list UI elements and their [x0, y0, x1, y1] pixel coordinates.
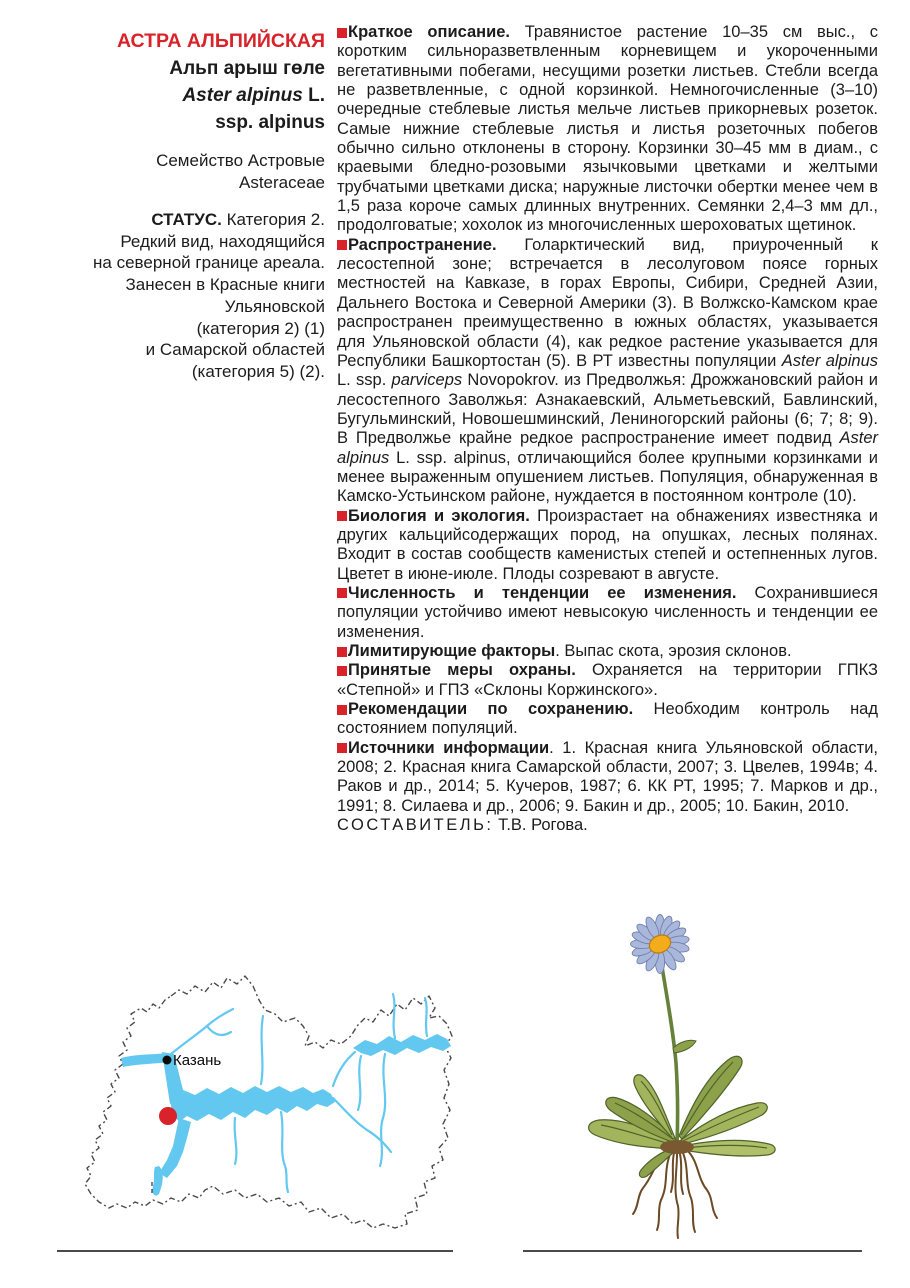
latin-author: L. [302, 85, 325, 106]
species-title-ru: АСТРА АЛЬПИЙСКАЯ [116, 30, 325, 52]
plant-illustration [565, 898, 895, 1246]
status-lines [40, 231, 325, 383]
plant-flower [631, 915, 690, 974]
status-line: и Самарской областей [145, 340, 325, 360]
species-latin-name [40, 82, 325, 109]
paragraph-text: Травянистое растение 10–35 см выс., с коротким сильноразветвленным корневищем и укороченными вегетативными побегами, несущими розетки листьев. Стебли всегда не разветвленные, с одной корзинкой. Немногочисленные (3–10) очередные стеблевые листья мельче листьев прикорневых розеток. Самые нижние стеблевые листья и листья розеточных побегов обычно сильно отклонены в сторону. Корзинки 30–45 мм в диам., с краевыми бледно-розовыми язычковыми цветками и желтыми трубчатыми цветками диска; наружные листочки обертки менее чем в 1,5 раза короче самых длинных внутренних. Семянки 2,4–3 мм дл., продолговатые; хохолок из многочисленных шероховатых щетинок. [337, 23, 878, 235]
paragraph-text: L. ssp. alpinus, отличающийся более крупными корзинками и менее выраженным опушением листьев. Популяция, обнаруженная в Камско-Устьинском районе, нуждается в постоянном контроле (10). [337, 448, 878, 506]
stem-leaf [673, 1040, 696, 1053]
paragraph-text: Голарктический вид, приуроченный к лесостепной зоне; встречается в лесолуговом поясе горных местностей на Кавказе, в горах Европы, Сибири, Средней Азии, Дальнего Востока и Северной Америки (3). В Волжско-Камском крае распространен преимущественно в южных областях, указывается для Ульяновской области (4), как редкое растение указывается для Республики Башкортостан (5). В РТ известны популяции [337, 235, 878, 370]
family-latin: Asteraceae [239, 172, 325, 192]
article-paragraph [337, 739, 878, 816]
status-block [40, 209, 325, 383]
composer-label: СОСТАВИТЕЛЬ: [337, 816, 494, 835]
paragraph-heading: Биология и экология. [348, 506, 530, 525]
family-russian: Семейство Астровые [156, 151, 325, 170]
article-paragraph [337, 584, 878, 642]
red-square-bullet [337, 705, 347, 715]
status-label: СТАТУС. [151, 210, 222, 229]
paragraph-text: Произрастает на обнажениях известняка и других кальцийсодержащих пород, на опушках, лесных полянах. Входит в состав сообществ каменистых степей и остепненных лугов. Цветет в июне-июле. Плоды созревают в августе. [337, 506, 878, 583]
red-square-bullet [337, 743, 347, 753]
status-line: Редкий вид, находящийся [120, 231, 325, 251]
paragraph-heading: Рекомендации по сохранению. [348, 700, 634, 719]
family-block [40, 150, 325, 193]
status-category: Категория 2. [221, 210, 325, 229]
aster-alpinus-drawing [565, 898, 895, 1246]
status-line: Занесен в Красные книги [125, 275, 325, 295]
paragraph-heading: Краткое описание. [348, 23, 511, 41]
paragraph-text: Сохранившиеся популяции устойчиво имеют невысокую численность и тенденции ее изменения. [337, 583, 878, 641]
latin-name: parviceps [391, 371, 463, 390]
tatarstan-map-svg [55, 952, 455, 1235]
red-square-bullet [337, 511, 347, 521]
plant-leaves [589, 1056, 776, 1177]
latin-name: Aster alpinus [781, 351, 878, 370]
population-record-dot [159, 1107, 177, 1125]
kazan-city-label: Казань [173, 1052, 222, 1069]
red-square-bullet [337, 240, 347, 250]
article-paragraph [337, 661, 878, 700]
status-first-line [40, 209, 325, 231]
paragraph-text: Необходим контроль над состоянием популяций. [337, 700, 878, 738]
status-line: (категория 5) (2). [191, 361, 325, 381]
plant-roots [633, 1150, 717, 1238]
paragraph-text: L. ssp. [337, 371, 392, 390]
paragraph-heading: Источники информации [348, 738, 550, 757]
status-line: (категория 2) (1) [196, 318, 325, 338]
paragraph-heading: Численность и тенденции ее изменения. [348, 583, 737, 602]
article-paragraph [337, 507, 878, 584]
article-paragraph [337, 642, 878, 661]
red-square-bullet [337, 647, 347, 657]
species-subspecies: ssp. alpinus [215, 112, 325, 133]
species-header [40, 28, 325, 383]
kazan-city-dot [163, 1056, 172, 1065]
paragraph-text: . 1. Красная книга Ульяновской области, 2008; 2. Красная книга Самарской области, 2007; 3. Цвелев, 1994в; 4. Раков и др., 2014; 5. Кучеров, 1987; 6. КК РТ, 1995; 7. Марков и др., 1991; 8. Силаева и др., 2006; 9. Бакин и др., 2005; 10. Бакин, 2010. [337, 738, 878, 815]
article-paragraph [337, 700, 878, 739]
footer-rule-right [523, 1250, 862, 1252]
paragraph-heading: Лимитирующие факторы [348, 642, 556, 660]
footer-rule-left [57, 1250, 453, 1252]
composer-line [337, 816, 878, 835]
plant-crown [660, 1140, 694, 1154]
status-line: Ульяновской [224, 296, 325, 316]
latin-name: Aster alpinus [337, 429, 878, 467]
red-square-bullet [337, 28, 347, 38]
species-title-tatar: Альп арыш гөле [169, 58, 325, 79]
red-square-bullet [337, 666, 347, 676]
red-square-bullet [337, 588, 347, 598]
composer-name: Т.В. Рогова. [493, 816, 588, 835]
article-paragraphs [337, 23, 878, 816]
article-paragraph [337, 236, 878, 507]
paragraph-text: Novopokrov. из Предволжья: Дрожжановский район и лесостепного Заволжья: Азнакаевский, Альметьевский, Бавлинский, Бугульминский, Новошешминский, Лениногорский районы (6; 7; 8; 9). В Предволжье крайне редкое распространение имеет подвид [337, 371, 878, 448]
article-paragraph [337, 23, 878, 236]
latin-binomial: Aster alpinus [182, 85, 303, 106]
paragraph-heading: Распространение. [348, 235, 497, 254]
species-article [337, 23, 878, 835]
paragraph-text: . Выпас скота, эрозия склонов. [555, 642, 792, 660]
range-map [55, 952, 455, 1235]
paragraph-text: Охраняется на территории ГПКЗ «Степной» и ГПЗ «Склоны Коржинского». [337, 661, 878, 699]
status-line: на северной границе ареала. [93, 253, 325, 273]
paragraph-heading: Принятые меры охраны. [348, 661, 576, 680]
